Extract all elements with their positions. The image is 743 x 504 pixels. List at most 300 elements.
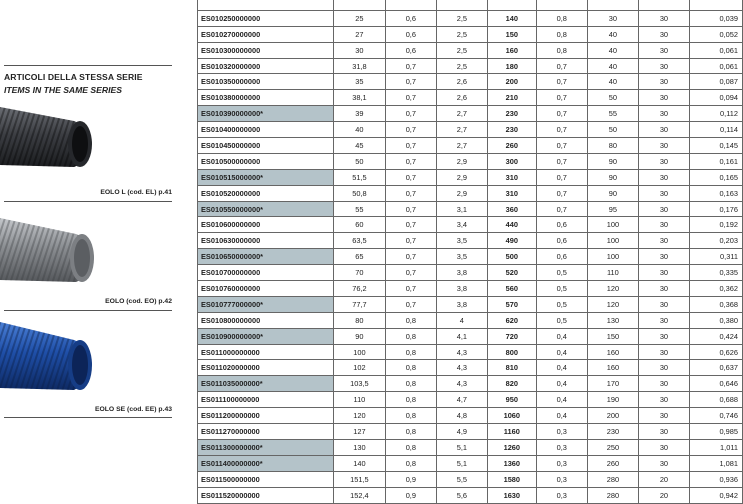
cell-value-f: 90 [587,185,638,201]
cell-thickness: 0,7 [385,153,436,169]
cell-value-g: 30 [639,42,690,58]
cell-value-f: 110 [587,265,638,281]
cell-value-f: 90 [587,153,638,169]
cell-value-c: 2,5 [436,42,487,58]
cell-value-e: 0,7 [536,169,587,185]
cell-diameter: 51,5 [334,169,386,185]
cell-value-d: 950 [487,392,536,408]
cell-thickness: 0,7 [385,265,436,281]
cell-value-c: 3,1 [436,201,487,217]
cell-code[interactable]: ES011035000000* [198,376,334,392]
cell-value-h: 0,094 [689,90,742,106]
cell-code[interactable]: ES010300000000 [198,42,334,58]
cell-value-c: 4,1 [436,328,487,344]
cell-value-g: 30 [639,328,690,344]
cell-value-e: 0,6 [536,249,587,265]
cell-thickness: 0,7 [385,74,436,90]
cell-diameter: 110 [334,392,386,408]
cell-value-g: 30 [639,58,690,74]
cell-value-d: 520 [487,265,536,281]
cell-code[interactable]: ES010900000000* [198,328,334,344]
cell-value-h: 0,039 [689,10,742,26]
cell-code[interactable]: ES010630000000 [198,233,334,249]
table-row [198,360,743,376]
cell-value-g: 30 [639,217,690,233]
table-row [198,90,743,106]
cell-diameter: 38,1 [334,90,386,106]
cell-value-d: 570 [487,296,536,312]
cell-value-e: 0,3 [536,439,587,455]
cell-value-h: 0,985 [689,424,742,440]
cell-thickness: 0,7 [385,169,436,185]
table-row [198,74,743,90]
cell-value-f: 160 [587,360,638,376]
cell-thickness: 0,7 [385,296,436,312]
cell-thickness: 0,7 [385,138,436,154]
cell-value-d: 810 [487,360,536,376]
cell-value-f: 230 [587,424,638,440]
cell-value-f: 280 [587,471,638,487]
cell-value-e: 0,3 [536,455,587,471]
cell-diameter [334,0,386,10]
cell-value-g: 30 [639,249,690,265]
table-row [198,169,743,185]
cell-value-e: 0,7 [536,90,587,106]
cell-code[interactable]: ES010250000000 [198,10,334,26]
table-row [198,0,743,10]
cell-value-g: 20 [639,471,690,487]
table-row [198,296,743,312]
cell-value-f: 80 [587,138,638,154]
spec-table [197,0,743,504]
cell-value-g: 30 [639,74,690,90]
cell-value-d: 310 [487,169,536,185]
cell-value-e: 0,7 [536,185,587,201]
cell-thickness: 0,7 [385,122,436,138]
table-row [198,471,743,487]
table-row [198,185,743,201]
cell-diameter: 130 [334,439,386,455]
cell-value-g: 30 [639,138,690,154]
cell-code[interactable]: ES010700000000 [198,265,334,281]
cell-value-h: 0,176 [689,201,742,217]
cell-value-f: 40 [587,74,638,90]
cell-value-f: 100 [587,217,638,233]
cell-thickness: 0,7 [385,90,436,106]
cell-code[interactable]: ES010600000000 [198,217,334,233]
cell-value-c: 2,7 [436,138,487,154]
cell-value-c: 2,5 [436,26,487,42]
cell-value-h: 0,145 [689,138,742,154]
cell-value-h: 0,380 [689,312,742,328]
cell-thickness: 0,6 [385,42,436,58]
table-row [198,42,743,58]
cell-code[interactable]: ES010550000000* [198,201,334,217]
cell-thickness: 0,8 [385,376,436,392]
cell-value-h: 0,087 [689,74,742,90]
cell-value-e: 0,8 [536,26,587,42]
cell-thickness: 0,6 [385,10,436,26]
cell-value-e: 0,7 [536,74,587,90]
cell-value-c: 3,8 [436,281,487,297]
cell-thickness: 0,8 [385,312,436,328]
cell-value-g: 30 [639,392,690,408]
cell-value-d [487,0,536,10]
table-row [198,487,743,503]
cell-value-c: 4,9 [436,424,487,440]
cell-value-c: 2,5 [436,10,487,26]
cell-value-d: 140 [487,10,536,26]
cell-diameter: 30 [334,42,386,58]
cell-value-h: 0,942 [689,487,742,503]
cell-thickness: 0,8 [385,344,436,360]
table-row [198,312,743,328]
cell-value-f: 40 [587,58,638,74]
cell-value-d: 160 [487,42,536,58]
cell-value-f: 50 [587,90,638,106]
cell-code[interactable]: ES011100000000 [198,392,334,408]
cell-code[interactable]: ES011520000000 [198,487,334,503]
cell-value-g: 30 [639,455,690,471]
table-row [198,58,743,74]
cell-value-h: 0,061 [689,42,742,58]
cell-value-e: 0,5 [536,312,587,328]
table-row [198,217,743,233]
cell-value-d: 360 [487,201,536,217]
cell-thickness: 0,7 [385,201,436,217]
cell-value-h: 0,688 [689,392,742,408]
cell-value-g: 30 [639,439,690,455]
cell-value-f: 55 [587,106,638,122]
cell-code[interactable]: ES010777000000* [198,296,334,312]
cell-value-f: 40 [587,42,638,58]
cell-diameter: 60 [334,217,386,233]
cell-thickness: 0,9 [385,471,436,487]
cell-value-f: 160 [587,344,638,360]
hose-image-eolo-se [0,320,100,398]
cell-code[interactable]: ES011500000000 [198,471,334,487]
cell-value-h: 0,192 [689,217,742,233]
cell-value-f [587,0,638,10]
cell-value-h: 0,114 [689,122,742,138]
cell-value-g: 30 [639,201,690,217]
cell-diameter: 50 [334,153,386,169]
cell-value-e: 0,7 [536,106,587,122]
cell-value-h: 0,936 [689,471,742,487]
cell-thickness: 0,7 [385,106,436,122]
cell-value-d: 490 [487,233,536,249]
table-row [198,26,743,42]
cell-thickness: 0,7 [385,233,436,249]
table-row [198,233,743,249]
cell-value-d: 1260 [487,439,536,455]
cell-diameter: 100 [334,344,386,360]
cell-value-e: 0,4 [536,408,587,424]
cell-thickness: 0,8 [385,392,436,408]
cell-thickness: 0,8 [385,439,436,455]
cell-value-d: 230 [487,106,536,122]
cell-diameter: 140 [334,455,386,471]
cell-value-d: 560 [487,281,536,297]
table-row [198,106,743,122]
cell-thickness: 0,8 [385,424,436,440]
cell-value-g: 30 [639,265,690,281]
hose-image-eolo [0,214,100,290]
cell-code[interactable]: ES011400000000* [198,455,334,471]
cell-value-e: 0,4 [536,360,587,376]
cell-value-d: 300 [487,153,536,169]
cell-diameter: 70 [334,265,386,281]
cell-value-f: 30 [587,10,638,26]
cell-value-c: 2,9 [436,153,487,169]
cell-thickness: 0,8 [385,455,436,471]
cell-value-f: 190 [587,392,638,408]
cell-value-h: 0,052 [689,26,742,42]
cell-code[interactable]: ES010500000000 [198,153,334,169]
cell-diameter: 39 [334,106,386,122]
cell-value-h: 0,626 [689,344,742,360]
cell-value-d: 720 [487,328,536,344]
table-row [198,153,743,169]
cell-diameter: 80 [334,312,386,328]
cell-code[interactable]: ES011020000000 [198,360,334,376]
cell-thickness: 0,7 [385,281,436,297]
cell-diameter: 35 [334,74,386,90]
cell-diameter: 152,4 [334,487,386,503]
divider [4,201,172,202]
cell-value-c: 4,3 [436,360,487,376]
cell-value-e: 0,3 [536,424,587,440]
cell-value-g: 30 [639,408,690,424]
cell-value-c: 5,5 [436,471,487,487]
table-row [198,455,743,471]
table-row [198,138,743,154]
cell-value-g: 20 [639,487,690,503]
divider [4,417,172,418]
cell-value-c: 3,5 [436,249,487,265]
series-panel [0,0,176,500]
cell-value-c: 4,8 [436,408,487,424]
series-caption-eolo-se[interactable]: EOLO SE (cod. EE) p.43 [94,406,172,413]
cell-value-d: 210 [487,90,536,106]
cell-diameter: 31,8 [334,58,386,74]
cell-value-f: 40 [587,26,638,42]
cell-value-e: 0,3 [536,487,587,503]
cell-value-c: 3,5 [436,233,487,249]
series-caption-eolo[interactable]: EOLO (cod. EO) p.42 [105,298,172,305]
cell-value-c: 2,9 [436,169,487,185]
cell-value-h: 0,203 [689,233,742,249]
cell-code[interactable]: ES010380000000 [198,90,334,106]
cell-diameter: 63,5 [334,233,386,249]
table-row [198,424,743,440]
cell-value-c: 2,5 [436,58,487,74]
cell-code[interactable]: ES011000000000 [198,344,334,360]
cell-value-f: 90 [587,169,638,185]
cell-value-g: 30 [639,169,690,185]
cell-code[interactable]: ES010320000000 [198,58,334,74]
table-row [198,392,743,408]
cell-value-e: 0,7 [536,58,587,74]
cell-value-d: 1060 [487,408,536,424]
cell-value-f: 100 [587,233,638,249]
cell-code[interactable]: ES010450000000 [198,138,334,154]
cell-thickness: 0,8 [385,328,436,344]
cell-value-h: 0,362 [689,281,742,297]
cell-value-e: 0,4 [536,392,587,408]
cell-diameter: 65 [334,249,386,265]
cell-thickness: 0,8 [385,360,436,376]
cell-value-d: 180 [487,58,536,74]
table-row [198,281,743,297]
divider [4,310,172,311]
cell-value-g: 30 [639,376,690,392]
divider [4,65,172,66]
cell-thickness: 0,7 [385,217,436,233]
cell-value-e: 0,4 [536,344,587,360]
cell-value-g [639,0,690,10]
cell-value-g: 30 [639,233,690,249]
table-row [198,376,743,392]
cell-value-d: 820 [487,376,536,392]
cell-thickness [385,0,436,10]
series-subtitle: ITEMS IN THE SAME SERIES [4,85,122,95]
hose-image-eolo-l [0,103,100,175]
cell-value-h: 0,163 [689,185,742,201]
cell-value-f: 250 [587,439,638,455]
cell-thickness: 0,7 [385,58,436,74]
cell-value-c: 4,3 [436,344,487,360]
cell-value-h: 0,112 [689,106,742,122]
cell-value-e: 0,5 [536,296,587,312]
cell-value-c: 2,7 [436,122,487,138]
cell-value-g: 30 [639,26,690,42]
cell-diameter: 50,8 [334,185,386,201]
cell-value-g: 30 [639,106,690,122]
cell-value-h: 0,637 [689,360,742,376]
cell-code[interactable]: ES010400000000 [198,122,334,138]
cell-value-e: 0,4 [536,376,587,392]
cell-value-h: 1,081 [689,455,742,471]
cell-value-e: 0,4 [536,328,587,344]
cell-value-g: 30 [639,10,690,26]
cell-code[interactable]: ES010800000000 [198,312,334,328]
cell-value-f: 260 [587,455,638,471]
cell-value-c: 4 [436,312,487,328]
series-caption-eolo-l[interactable]: EOLO L (cod. EL) p.41 [100,189,172,196]
cell-value-d: 310 [487,185,536,201]
cell-value-d: 230 [487,122,536,138]
cell-value-c: 3,8 [436,265,487,281]
cell-diameter: 45 [334,138,386,154]
cell-value-c: 5,1 [436,455,487,471]
cell-value-h: 0,746 [689,408,742,424]
cell-diameter: 77,7 [334,296,386,312]
cell-value-d: 200 [487,74,536,90]
cell-value-f: 100 [587,249,638,265]
cell-code[interactable]: ES011270000000 [198,424,334,440]
cell-code[interactable]: ES011300000000* [198,439,334,455]
cell-value-h: 0,061 [689,58,742,74]
cell-value-e: 0,3 [536,471,587,487]
cell-value-h: 0,646 [689,376,742,392]
cell-code[interactable]: ES010350000000 [198,74,334,90]
cell-diameter: 151,5 [334,471,386,487]
cell-code[interactable]: ES010760000000 [198,281,334,297]
cell-value-f: 95 [587,201,638,217]
cell-value-g: 30 [639,344,690,360]
table-row [198,328,743,344]
table-row [198,10,743,26]
cell-value-f: 130 [587,312,638,328]
series-title: ARTICOLI DELLA STESSA SERIE [4,72,143,82]
cell-code[interactable]: ES011200000000 [198,408,334,424]
cell-value-g: 30 [639,122,690,138]
cell-code[interactable]: ES010520000000 [198,185,334,201]
cell-value-d: 1360 [487,455,536,471]
cell-value-e: 0,8 [536,10,587,26]
cell-value-g: 30 [639,296,690,312]
cell-value-g: 30 [639,185,690,201]
cell-value-c: 5,1 [436,439,487,455]
table-row [198,122,743,138]
cell-code[interactable]: ES010515000000* [198,169,334,185]
cell-value-d: 800 [487,344,536,360]
cell-value-c: 2,6 [436,90,487,106]
cell-diameter: 40 [334,122,386,138]
cell-value-h: 0,368 [689,296,742,312]
cell-value-e: 0,7 [536,153,587,169]
cell-code[interactable]: ES010270000000 [198,26,334,42]
cell-value-c: 2,7 [436,106,487,122]
cell-diameter: 103,5 [334,376,386,392]
cell-value-g: 30 [639,312,690,328]
cell-value-h: 0,165 [689,169,742,185]
cell-value-e: 0,7 [536,122,587,138]
cell-code[interactable]: ES010390000000* [198,106,334,122]
cell-value-d: 1160 [487,424,536,440]
cell-thickness: 0,6 [385,26,436,42]
table-row [198,249,743,265]
table-row [198,344,743,360]
cell-code[interactable] [198,0,334,10]
cell-value-g: 30 [639,424,690,440]
table-row [198,439,743,455]
cell-diameter: 27 [334,26,386,42]
cell-diameter: 102 [334,360,386,376]
cell-diameter: 127 [334,424,386,440]
cell-value-h: 0,311 [689,249,742,265]
cell-value-d: 1630 [487,487,536,503]
cell-value-d: 150 [487,26,536,42]
cell-value-g: 30 [639,90,690,106]
cell-value-d: 620 [487,312,536,328]
cell-value-e: 0,6 [536,217,587,233]
cell-value-f: 200 [587,408,638,424]
cell-value-h [689,0,742,10]
cell-code[interactable]: ES010650000000* [198,249,334,265]
cell-value-e: 0,5 [536,265,587,281]
cell-diameter: 25 [334,10,386,26]
cell-value-h: 0,161 [689,153,742,169]
cell-value-f: 120 [587,296,638,312]
cell-value-e: 0,5 [536,281,587,297]
table-row [198,408,743,424]
cell-value-c: 4,3 [436,376,487,392]
cell-thickness: 0,9 [385,487,436,503]
cell-value-h: 0,424 [689,328,742,344]
cell-value-c: 3,8 [436,296,487,312]
